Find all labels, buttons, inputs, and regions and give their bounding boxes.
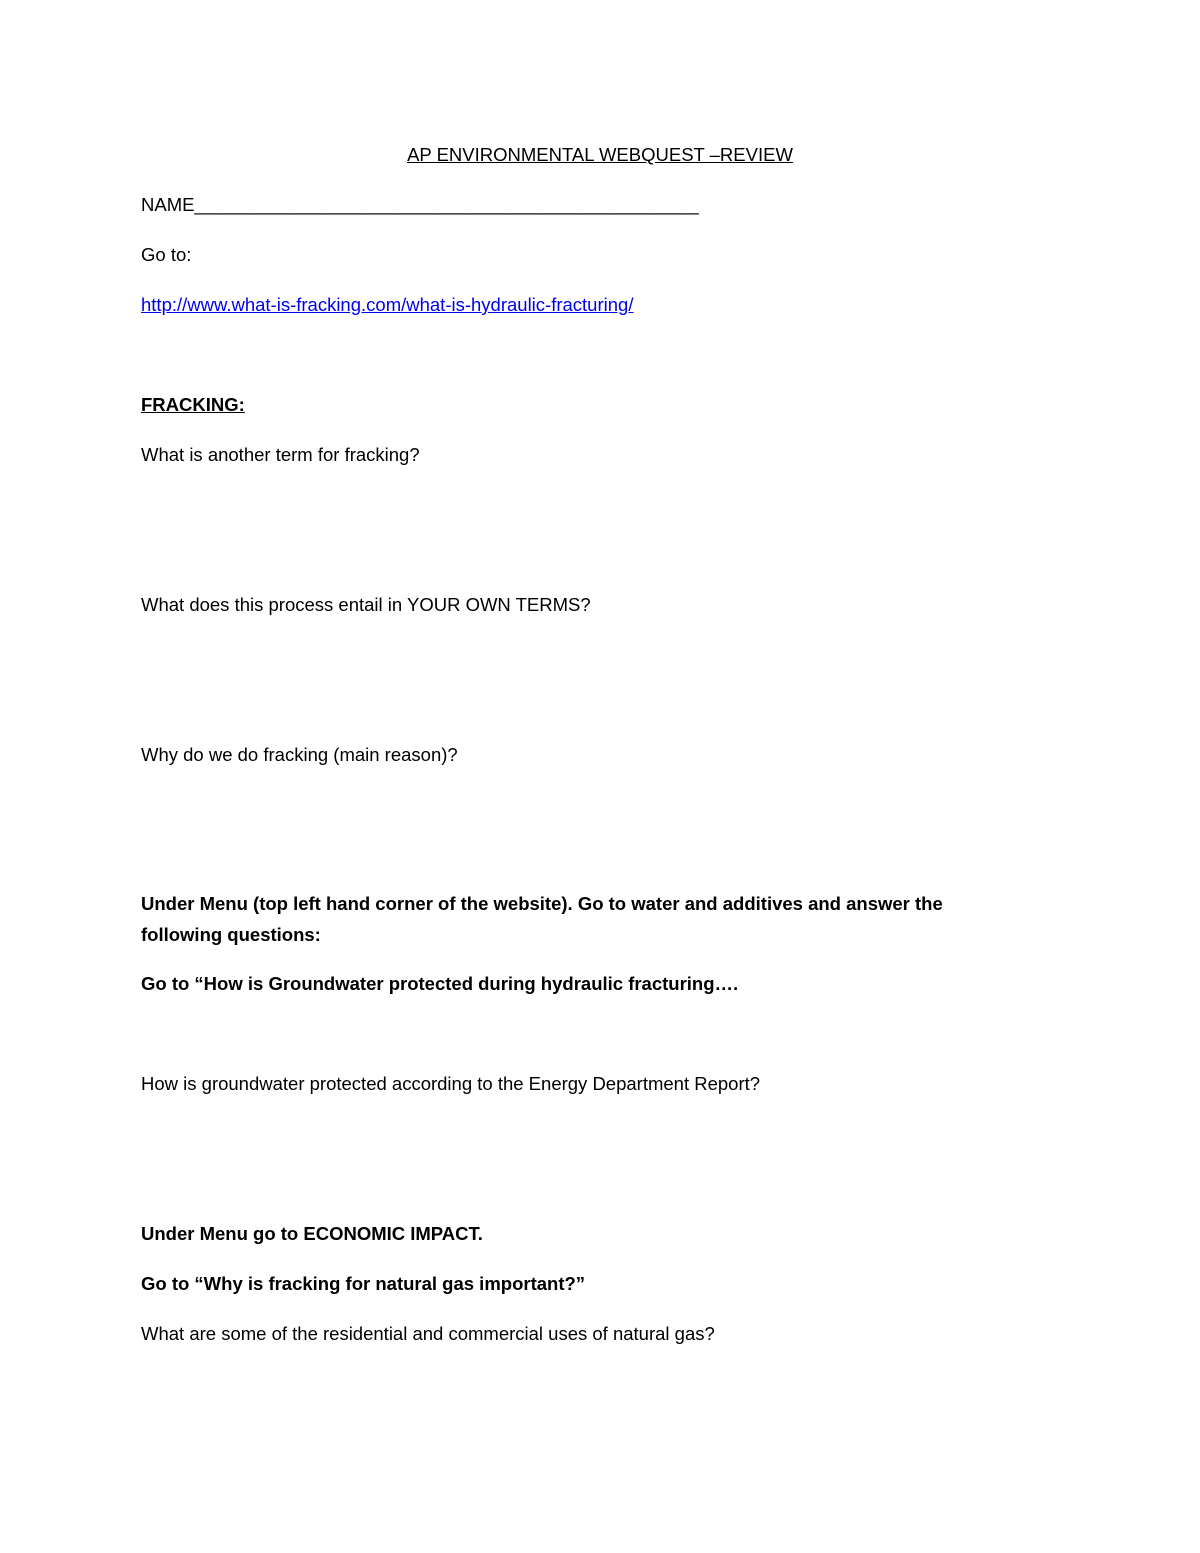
question-process-entail: What does this process entail in YOUR OWN TERMS? xyxy=(141,594,591,615)
question-why-fracking: Why do we do fracking (main reason)? xyxy=(141,744,458,765)
website-link[interactable]: http://www.what-is-fracking.com/what-is-hydraulic-fracturing/ xyxy=(141,294,634,315)
groundwater-goto-instruction: Go to “How is Groundwater protected during hydraulic fracturing…. xyxy=(141,973,739,994)
menu-economic-instruction: Under Menu go to ECONOMIC IMPACT. xyxy=(141,1223,483,1244)
natural-gas-goto-instruction: Go to “Why is fracking for natural gas important?” xyxy=(141,1273,586,1294)
menu-water-instruction: Under Menu (top left hand corner of the website). Go to water and additives and answer the following questions: xyxy=(141,893,943,945)
question-natural-gas-uses: What are some of the residential and commercial uses of natural gas? xyxy=(141,1323,715,1344)
question-another-term: What is another term for fracking? xyxy=(141,444,420,465)
page-title: AP ENVIRONMENTAL WEBQUEST –REVIEW xyxy=(407,144,793,165)
fracking-heading: FRACKING: xyxy=(141,394,245,415)
question-groundwater-protected: How is groundwater protected according to the Energy Department Report? xyxy=(141,1073,761,1094)
name-field-line: NAME_________________________________________________ xyxy=(141,194,699,215)
goto-label: Go to: xyxy=(141,244,192,265)
